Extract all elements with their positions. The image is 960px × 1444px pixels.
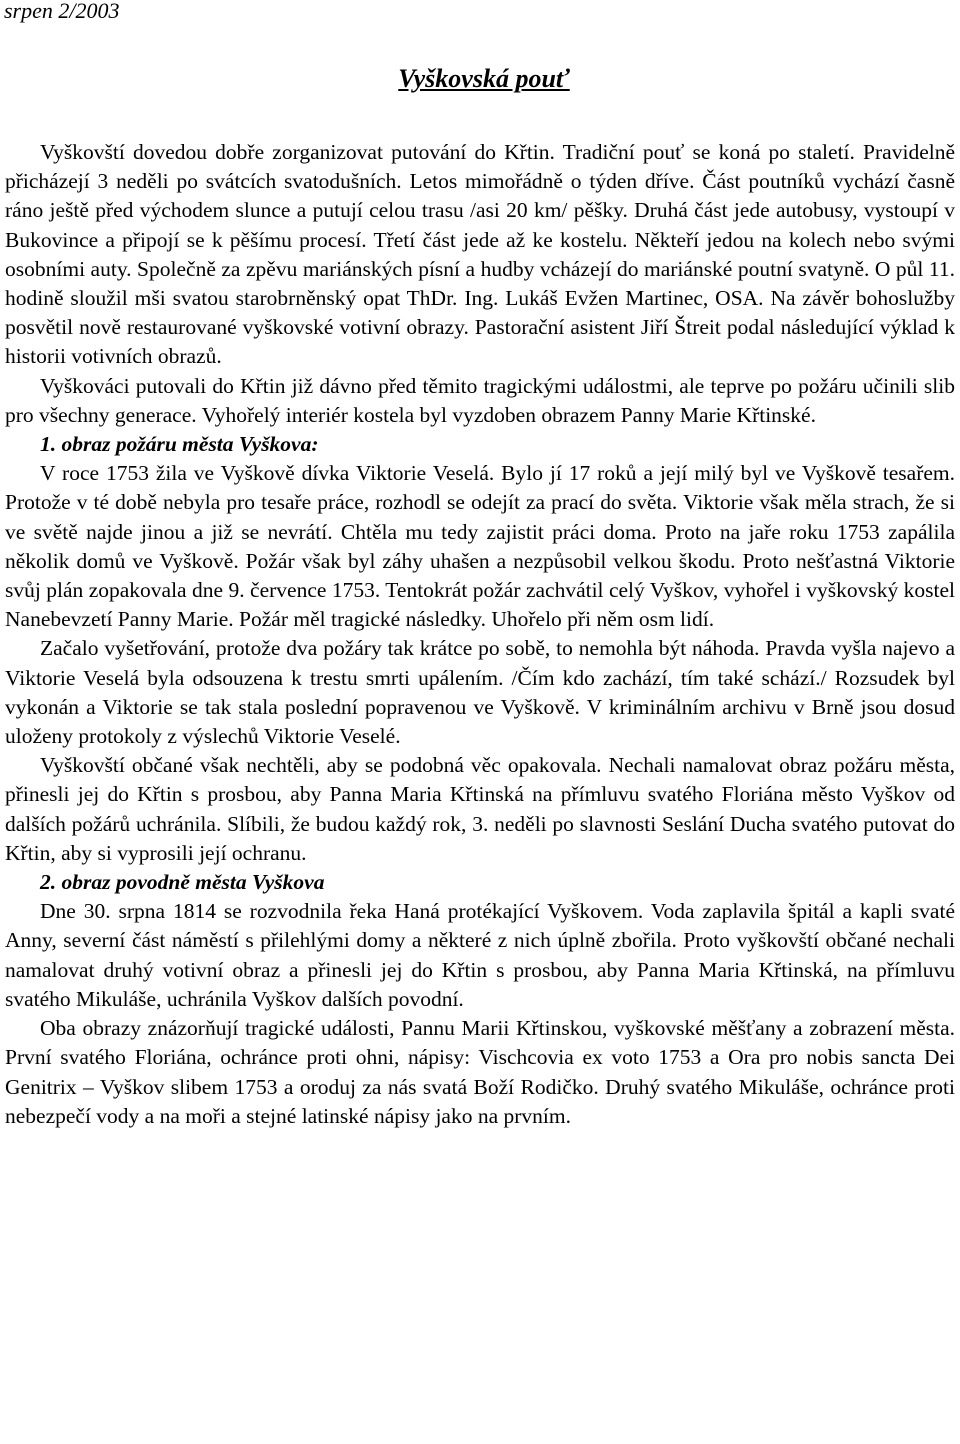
article-body — [5, 138, 955, 1131]
document-page — [5, 0, 955, 1131]
section-heading-flood: 2. obraz povodně města Vyškova — [40, 870, 325, 895]
paragraph-flood-story: Dne 30. srpna 1814 se rozvodnila řeka Haná protékající Vyškovem. Voda zaplavila špitál a kapli svaté Anny, severní část náměstí s přilehlými domy a některé z nich úplně zbořila. Proto vyškovští občané nechali namalovat druhý votivní obraz a přinesli jej do Křtin s prosbou, aby Panna Maria Křtinská, na přímluvu svatého Mikuláše, uchránila Vyškov dalších povodní. — [5, 899, 955, 1011]
paragraph-fire-story: V roce 1753 žila ve Vyškově dívka Viktorie Veselá. Bylo jí 17 roků a její milý byl ve Vyškově tesařem. Protože v té době nebyla pro tesaře práce, rozhodl se odejít za prací do světa. Viktorie však měla strach, že si ve světě najde jinou a již se nevrátí. Chtěla mu tedy zajistit práci doma. Proto na jaře roku 1753 zapálila několik domů ve Vyškově. Požár však byl záhy uhašen a nezpůsobil velkou škodu. Proto nešťastná Viktorie svůj plán zopakovala dne 9. července 1753. Tentokrát požár zachvátil celý Vyškov, vyhořel i vyškovský kostel Nanebevzetí Panny Marie. Požár měl tragické následky. Uhořelo při něm osm lidí. — [5, 461, 955, 632]
issue-date: srpen 2/2003 — [4, 0, 120, 23]
paragraph-vow: Vyškováci putovali do Křtin již dávno před těmito tragickými událostmi, ale teprve po požáru učinili slib pro všechny generace. Vyhořelý interiér kostela byl vyzdoben obrazem Panny Marie Křtinské. — [5, 373, 955, 427]
paragraph-fire-painting: Vyškovští občané však nechtěli, aby se podobná věc opakovala. Nechali namalovat obraz požáru města, přinesli jej do Křtin s prosbou, aby Panna Maria Křtinská na přímluvu svatého Floriána město Vyškov od dalších požárů uchránila. Slíbili, že budou každý rok, 3. neděli po slavnosti Seslání Ducha svatého putovat do Křtin, aby si vyprosili její ochranu. — [5, 753, 955, 865]
section-heading-fire: 1. obraz požáru města Vyškova: — [40, 432, 319, 457]
paragraph-intro: Vyškovští dovedou dobře zorganizovat putování do Křtin. Tradiční pouť se koná po staletí. Pravidelně přicházejí 3 neděli po svátcích svatodušních. Letos mimořádně o týden dříve. Část poutníků vychází časně ráno ještě před východem slunce a putují celou trasu /asi 20 km/ pěšky. Druhá část jede autobusy, vystoupí v Bukovince a připojí se k pěšímu procesí. Třetí část jede až ke kostelu. Někteří jedou na kolech nebo svými osobními auty. Společně za zpěvu mariánských písní a hudby vcházejí do mariánské poutní svatyně. O půl 11. hodině sloužil mši svatou starobrněnský opat ThDr. Ing. Lukáš Evžen Martinec, OSA. Na závěr bohoslužby posvětil nově restaurované vyškovské votivní obrazy. Pastorační asistent Jiří Štreit podal následující výklad k historii votivních obrazů. — [5, 140, 955, 369]
article-title: Vyškovská pouť — [398, 64, 570, 93]
paragraph-paintings-description: Oba obrazy znázorňují tragické události, Pannu Marii Křtinskou, vyškovské měšťany a zobrazení města. První svatého Floriána, ochránce proti ohni, nápisy: Vischcovia ex voto 1753 a Ora pro nobis sancta Dei Genitrix – Vyškov slibem 1753 a oroduj za nás svatá Boží Rodičko. Druhý svatého Mikuláše, ochránce proti nebezpečí vody a na moři a stejné latinské nápisy jako na prvním. — [5, 1016, 955, 1128]
paragraph-investigation: Začalo vyšetřování, protože dva požáry tak krátce po sobě, to nemohla být náhoda. Pravda vyšla najevo a Viktorie Veselá byla odsouzena k trestu smrti upálením. /Čím kdo zachází, tím také schází./ Rozsudek byl vykonán a Viktorie se tak stala poslední popravenou ve Vyškově. V kriminálním archivu v Brně jsou dosud uloženy protokoly z výslechů Viktorie Veselé. — [5, 636, 955, 749]
